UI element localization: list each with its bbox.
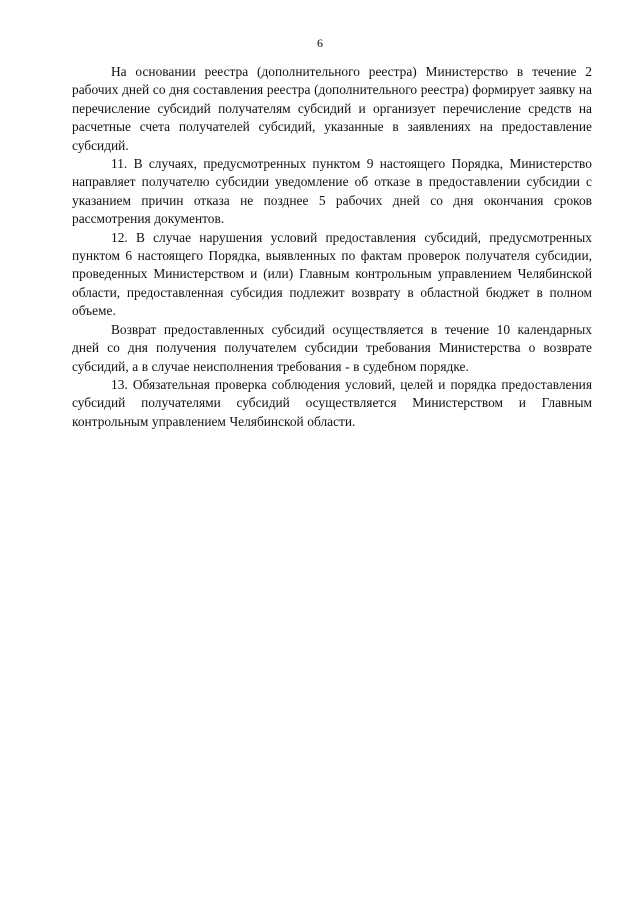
document-body [72,63,592,431]
paragraph-registry-payment: На основании реестра (дополнительного реестра) Министерство в течение 2 рабочих дней со дня составления реестра (дополнительного реестра) формирует заявку на перечисление субсидий получателям субсидий и организует перечисление средств на расчетные счета получателей субсидий, указанные в заявлениях на предоставление субсидий. [72,64,592,153]
paragraph-12-violation-return: 12. В случае нарушения условий предоставления субсидий, предусмотренных пунктом 6 настоящего Порядка, выявленных по фактам проверок получателя субсидии, проведенных Министерством и (или) Главным контрольным управлением Челябинской области, предоставленная субсидия подлежит возврату в областной бюджет в полном объеме. [72,229,592,319]
paragraph-return-terms: Возврат предоставленных субсидий осуществляется в течение 10 календарных дней со дня получения получателем субсидии требования Министерства о возврате субсидий, а в случае неисполнения требования - в судебном порядке. [72,321,592,374]
page-number: 6 [317,36,323,50]
paragraph-11-refusal-notice: 11. В случаях, предусмотренных пунктом 9 настоящего Порядка, Министерство направляет получателю субсидии уведомление об отказе в предоставлении субсидии с указанием причин отказа не позднее 5 рабочих дней со дня окончания сроков рассмотрения документов. [72,156,592,227]
paragraph-13-mandatory-check: 13. Обязательная проверка соблюдения условий, целей и порядка предоставления субсидий получателями субсидий осуществляется Министерством и Главным контрольным управлением Челябинской области. [72,376,592,429]
